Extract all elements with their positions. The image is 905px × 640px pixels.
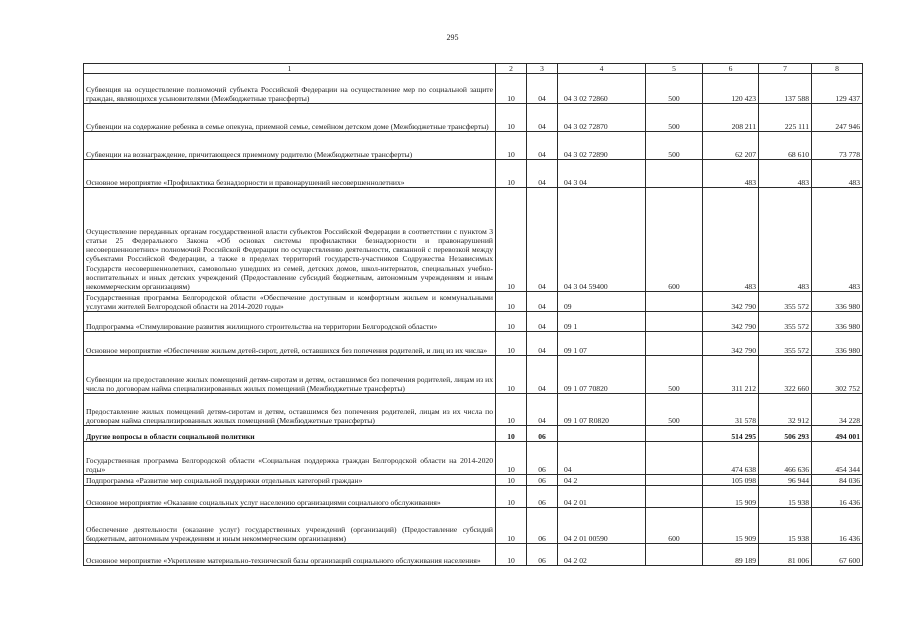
row-amount-2-cell: 32 912 — [759, 394, 812, 426]
row-subsection-cell: 04 — [527, 74, 558, 104]
row-amount-2-cell: 355 572 — [759, 292, 812, 312]
row-subsection-cell: 04 — [527, 104, 558, 132]
row-amount-1-cell: 31 578 — [703, 394, 759, 426]
row-amount-2-cell: 81 006 — [759, 544, 812, 566]
row-amount-1-cell: 342 790 — [703, 312, 759, 332]
row-name-cell: Основное мероприятие «Обеспечение жильем детей-сирот, детей, оставшихся без попечения родителей, и лиц из их числа» — [84, 332, 496, 356]
table-row — [84, 486, 863, 508]
row-section-cell: 10 — [496, 442, 527, 475]
row-amount-3-cell: 483 — [812, 188, 863, 292]
row-amount-1-cell: 311 212 — [703, 356, 759, 394]
row-expense-type-cell — [646, 332, 703, 356]
row-expense-type-cell: 500 — [646, 394, 703, 426]
row-name-cell: Субвенции на предоставление жилых помещений детям-сиротам и детям, оставшимся без попечения родителей, лицам из их числа по договорам найма специализированных жилых помещений (Межбюджетные трансферты) — [84, 356, 496, 394]
table-row — [84, 508, 863, 544]
row-amount-3-cell: 73 778 — [812, 132, 863, 160]
row-amount-3-cell: 336 980 — [812, 332, 863, 356]
row-amount-1-cell: 89 189 — [703, 544, 759, 566]
row-amount-1-cell: 15 909 — [703, 508, 759, 544]
row-amount-2-cell: 355 572 — [759, 312, 812, 332]
row-section-cell: 10 — [496, 332, 527, 356]
row-target-article-cell: 09 1 07 — [558, 332, 646, 356]
row-subsection-cell: 04 — [527, 160, 558, 188]
row-name-cell: Подпрограмма «Развитие мер социальной поддержки отдельных категорий граждан» — [84, 475, 496, 486]
row-section-cell: 10 — [496, 104, 527, 132]
row-name-cell: Основное мероприятие «Оказание социальных услуг населению организациями социального обслуживания» — [84, 486, 496, 508]
row-expense-type-cell: 500 — [646, 104, 703, 132]
row-name-cell: Субвенции на вознаграждение, причитающееся приемному родителю (Межбюджетные трансферты) — [84, 132, 496, 160]
row-amount-2-cell: 483 — [759, 188, 812, 292]
row-name-cell: Другие вопросы в области социальной политики — [84, 426, 496, 442]
row-amount-3-cell: 16 436 — [812, 486, 863, 508]
row-subsection-cell: 04 — [527, 356, 558, 394]
row-amount-3-cell: 454 344 — [812, 442, 863, 475]
row-expense-type-cell: 500 — [646, 74, 703, 104]
header-cell-2: 2 — [496, 64, 527, 74]
budget-table — [83, 63, 863, 566]
row-target-article-cell: 04 3 02 72870 — [558, 104, 646, 132]
table-row — [84, 160, 863, 188]
row-expense-type-cell — [646, 442, 703, 475]
row-section-cell: 10 — [496, 160, 527, 188]
row-target-article-cell: 09 1 07 R0820 — [558, 394, 646, 426]
row-amount-2-cell: 137 588 — [759, 74, 812, 104]
header-cell-5: 5 — [646, 64, 703, 74]
header-row — [84, 64, 863, 74]
row-amount-3-cell: 302 752 — [812, 356, 863, 394]
header-cell-4: 4 — [558, 64, 646, 74]
table-row — [84, 442, 863, 475]
table-row — [84, 356, 863, 394]
table-row — [84, 312, 863, 332]
row-subsection-cell: 04 — [527, 188, 558, 292]
table-body — [84, 74, 863, 566]
row-name-cell: Предоставление жилых помещений детям-сиротам и детям, оставшимся без попечения родителей, лицам из их числа по договорам найма специализированных жилых помещений (Межбюджетные трансферты) — [84, 394, 496, 426]
row-name-cell: Субвенции на содержание ребенка в семье опекуна, приемной семье, семейном детском доме (Межбюджетные трансферты) — [84, 104, 496, 132]
row-amount-3-cell: 34 228 — [812, 394, 863, 426]
row-target-article-cell — [558, 426, 646, 442]
row-target-article-cell: 04 2 02 — [558, 544, 646, 566]
table-row — [84, 104, 863, 132]
table-row — [84, 544, 863, 566]
row-name-cell: Государственная программа Белгородской области «Обеспечение доступным и комфортным жильем и коммунальными услугами жителей Белгородской области на 2014-2020 годы» — [84, 292, 496, 312]
table-row — [84, 332, 863, 356]
row-section-cell: 10 — [496, 508, 527, 544]
row-amount-3-cell: 494 001 — [812, 426, 863, 442]
row-subsection-cell: 06 — [527, 475, 558, 486]
row-target-article-cell: 04 2 01 — [558, 486, 646, 508]
row-amount-3-cell: 483 — [812, 160, 863, 188]
row-amount-1-cell: 474 638 — [703, 442, 759, 475]
row-target-article-cell: 09 1 — [558, 312, 646, 332]
row-amount-1-cell: 342 790 — [703, 292, 759, 312]
row-section-cell: 10 — [496, 74, 527, 104]
row-subsection-cell: 06 — [527, 486, 558, 508]
row-amount-1-cell: 483 — [703, 160, 759, 188]
row-amount-1-cell: 208 211 — [703, 104, 759, 132]
row-section-cell: 10 — [496, 188, 527, 292]
table-row — [84, 74, 863, 104]
table-row — [84, 475, 863, 486]
table-row — [84, 292, 863, 312]
row-amount-3-cell: 129 437 — [812, 74, 863, 104]
row-section-cell: 10 — [496, 132, 527, 160]
row-name-cell: Осуществление переданных органам государственной власти субъектов Российской Федерации в соответствии с пунктом 3 статьи 25 Федерального Закона «Об основах системы профилактики безнадзорности и правонарушений несовершеннолетних» полномочий Российской Федерации по осуществлению деятельности, связанной с перевозкой между субъектами Российской Федерации, а также в пределах территорий государств-участников Содружества Независимых Государств несовершеннолетних, самовольно ушедших из семей, детских домов, школ-интернатов, специальных учебно-воспитательных и иных детских учреждений (Предоставление субсидий бюджетным, автономным учреждениям и иным некоммерческим организациям) — [84, 188, 496, 292]
row-amount-1-cell: 120 423 — [703, 74, 759, 104]
row-amount-1-cell: 342 790 — [703, 332, 759, 356]
row-expense-type-cell — [646, 486, 703, 508]
table-row — [84, 132, 863, 160]
header-cell-1: 1 — [84, 64, 496, 74]
row-name-cell: Государственная программа Белгородской области «Социальная поддержка граждан Белгородской области на 2014-2020 годы» — [84, 442, 496, 475]
row-amount-3-cell: 84 036 — [812, 475, 863, 486]
row-amount-1-cell: 62 207 — [703, 132, 759, 160]
row-expense-type-cell: 600 — [646, 188, 703, 292]
row-target-article-cell: 04 3 02 72890 — [558, 132, 646, 160]
row-expense-type-cell — [646, 160, 703, 188]
row-target-article-cell: 09 — [558, 292, 646, 312]
row-subsection-cell: 06 — [527, 544, 558, 566]
row-amount-2-cell: 466 636 — [759, 442, 812, 475]
row-section-cell: 10 — [496, 426, 527, 442]
row-section-cell: 10 — [496, 486, 527, 508]
row-target-article-cell: 04 2 — [558, 475, 646, 486]
row-subsection-cell: 06 — [527, 508, 558, 544]
row-subsection-cell: 06 — [527, 426, 558, 442]
row-expense-type-cell — [646, 292, 703, 312]
row-expense-type-cell — [646, 544, 703, 566]
row-target-article-cell: 04 3 04 — [558, 160, 646, 188]
row-expense-type-cell — [646, 426, 703, 442]
row-subsection-cell: 04 — [527, 332, 558, 356]
row-subsection-cell: 04 — [527, 394, 558, 426]
row-section-cell: 10 — [496, 312, 527, 332]
row-amount-2-cell: 322 660 — [759, 356, 812, 394]
row-amount-2-cell: 15 938 — [759, 486, 812, 508]
row-amount-1-cell: 514 295 — [703, 426, 759, 442]
table-row — [84, 426, 863, 442]
row-amount-2-cell: 483 — [759, 160, 812, 188]
row-amount-2-cell: 506 293 — [759, 426, 812, 442]
row-name-cell: Основное мероприятие «Укрепление материально-технической базы организаций социального обслуживания населения» — [84, 544, 496, 566]
row-expense-type-cell: 600 — [646, 508, 703, 544]
row-target-article-cell: 09 1 07 70820 — [558, 356, 646, 394]
table-row — [84, 394, 863, 426]
row-section-cell: 10 — [496, 394, 527, 426]
row-section-cell: 10 — [496, 475, 527, 486]
row-expense-type-cell — [646, 475, 703, 486]
row-amount-1-cell: 483 — [703, 188, 759, 292]
row-subsection-cell: 04 — [527, 312, 558, 332]
row-target-article-cell: 04 — [558, 442, 646, 475]
row-subsection-cell: 06 — [527, 442, 558, 475]
row-amount-2-cell: 68 610 — [759, 132, 812, 160]
header-cell-6: 6 — [703, 64, 759, 74]
row-amount-3-cell: 16 436 — [812, 508, 863, 544]
row-section-cell: 10 — [496, 356, 527, 394]
row-amount-2-cell: 15 938 — [759, 508, 812, 544]
row-amount-3-cell: 336 980 — [812, 292, 863, 312]
row-amount-3-cell: 67 600 — [812, 544, 863, 566]
row-subsection-cell: 04 — [527, 292, 558, 312]
row-target-article-cell: 04 2 01 00590 — [558, 508, 646, 544]
row-subsection-cell: 04 — [527, 132, 558, 160]
header-cell-7: 7 — [759, 64, 812, 74]
header-cell-3: 3 — [527, 64, 558, 74]
row-expense-type-cell: 500 — [646, 132, 703, 160]
row-section-cell: 10 — [496, 292, 527, 312]
row-name-cell: Субвенция на осуществление полномочий субъекта Российской Федерации на осуществление мер по социальной защите граждан, являющихся усыновителями (Межбюджетные трансферты) — [84, 74, 496, 104]
row-expense-type-cell — [646, 312, 703, 332]
row-amount-3-cell: 336 980 — [812, 312, 863, 332]
row-target-article-cell: 04 3 04 59400 — [558, 188, 646, 292]
row-name-cell: Подпрограмма «Стимулирование развития жилищного строительства на территории Белгородской области» — [84, 312, 496, 332]
row-name-cell: Основное мероприятие «Профилактика безнадзорности и правонарушений несовершеннолетних» — [84, 160, 496, 188]
row-amount-2-cell: 225 111 — [759, 104, 812, 132]
budget-table-container — [83, 63, 862, 566]
row-amount-1-cell: 105 098 — [703, 475, 759, 486]
row-amount-3-cell: 247 946 — [812, 104, 863, 132]
row-target-article-cell: 04 3 02 72860 — [558, 74, 646, 104]
row-name-cell: Обеспечение деятельности (оказание услуг) государственных учреждений (организаций) (Предоставление субсидий бюджетным, автономным учреждениям и иным некоммерческим организациям) — [84, 508, 496, 544]
row-amount-1-cell: 15 909 — [703, 486, 759, 508]
row-section-cell: 10 — [496, 544, 527, 566]
header-cell-8: 8 — [812, 64, 863, 74]
row-amount-2-cell: 355 572 — [759, 332, 812, 356]
page-number: 295 — [446, 33, 459, 42]
row-amount-2-cell: 96 944 — [759, 475, 812, 486]
row-expense-type-cell: 500 — [646, 356, 703, 394]
table-row — [84, 188, 863, 292]
